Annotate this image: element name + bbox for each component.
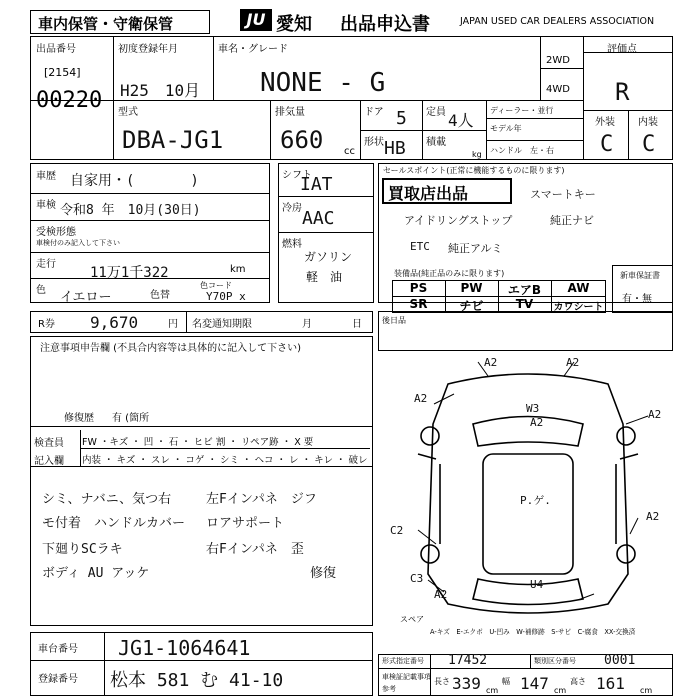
- load-unit: kg: [472, 150, 482, 159]
- damage-mark: P.ゲ.: [520, 494, 551, 507]
- damage-mark: A2: [646, 510, 660, 523]
- sales-point-3: 純正ナビ: [550, 214, 594, 227]
- color-code-label: 色コード: [200, 281, 232, 290]
- name-label: 車名・グレード: [218, 44, 288, 55]
- inspector-label: 検査員: [34, 438, 64, 449]
- name-value: NONE - G: [260, 68, 386, 98]
- chassis-label: 車台番号: [38, 644, 78, 655]
- damage-mark: A2: [566, 356, 580, 369]
- type-value: 17452: [448, 653, 488, 668]
- dims-label: 車検証記載事項: [382, 673, 431, 681]
- fuel-light: 軽 油: [306, 270, 343, 284]
- lot-label: 出品番号: [36, 44, 76, 55]
- damage-legend: A-キズ E-エクボ U-凹み W-補修跡 S-サビ C-腐食 XX-交換済: [430, 628, 636, 636]
- name-change-label: 名変通知期限: [192, 319, 252, 330]
- mileage-value: 11万1千322: [90, 265, 169, 281]
- equip-item: カワシート: [553, 302, 604, 313]
- damage-mark: A2: [434, 588, 448, 601]
- disp-value: 660: [280, 126, 324, 154]
- sales-point-2: アイドリングストップ: [404, 214, 513, 227]
- plate-label: 登録番号: [38, 674, 78, 685]
- chassis-value: JG1-1064641: [118, 636, 251, 660]
- org-name: 愛知: [276, 14, 312, 35]
- height-label: 高さ: [570, 677, 586, 686]
- door-value: 5: [396, 108, 407, 129]
- history-value: 自家用・( ): [70, 173, 199, 189]
- score-value: R: [615, 78, 630, 106]
- equip-item: チビ: [459, 299, 484, 313]
- width-unit: cm: [554, 686, 567, 695]
- color-label: 色: [36, 285, 46, 296]
- damage-mark: A2: [530, 416, 544, 429]
- codes-line-2: 内装 ・ キズ ・ スレ ・ コゲ ・ シミ ・ ヘコ ・ レ ・ キレ ・ 破レ: [82, 455, 368, 466]
- mileage-label: 走行: [36, 259, 56, 270]
- disp-unit: cc: [344, 146, 355, 157]
- warranty-label: 新車保証書: [620, 271, 660, 280]
- codes-line-1: FW ・キズ ・ 凹 ・ 石 ・ ヒビ 割 ・ リペア跡 ・ X 要: [82, 437, 314, 448]
- model-label: 型式: [118, 107, 138, 118]
- mileage-unit: km: [230, 264, 246, 275]
- equip-item: TV: [515, 297, 534, 311]
- sales-point-4: ETC: [410, 240, 430, 253]
- color-value: イエロー: [60, 290, 112, 305]
- spare-label: スペア: [400, 615, 424, 624]
- type-label: 形式指定番号: [382, 657, 424, 665]
- receipt-sub: 車検付のみ記入して下さい: [36, 239, 120, 247]
- r-value: 9,670: [90, 313, 139, 332]
- equip-item: PW: [460, 281, 483, 295]
- reg-label: 初度登録年月: [118, 44, 178, 55]
- damage-mark: A2: [414, 392, 428, 405]
- length-value: 339: [452, 674, 481, 693]
- entry-label: 記入欄: [34, 456, 64, 467]
- r-label: R券: [38, 319, 55, 330]
- notes-title: 注意事項申告欄 (不具合内容等は具体的に記入して下さい): [40, 343, 301, 354]
- history-label: 車歴: [36, 171, 56, 182]
- class-value: 0001: [604, 653, 636, 668]
- note-line: 左Fインパネ ジフ: [206, 492, 317, 507]
- lot-sub: [2154]: [44, 66, 81, 79]
- sales-point-5: 純正アルミ: [448, 242, 503, 255]
- door-label: ドア: [364, 107, 384, 118]
- note-line: 右Fインパネ 歪: [206, 542, 304, 557]
- sales-point-1: スマートキー: [530, 188, 596, 201]
- length-unit: cm: [486, 686, 499, 695]
- cap-label: 定員: [426, 107, 446, 118]
- damage-mark: C2: [390, 524, 404, 537]
- load-label: 積載: [426, 137, 446, 148]
- storage-label: 車内保管・守衛保管: [38, 15, 174, 33]
- lot-number: 00220: [36, 88, 103, 113]
- exterior-value: C: [600, 132, 614, 157]
- later-label: 後日品: [382, 316, 406, 325]
- note-line: モ付着 ハンドルカバー: [42, 516, 186, 531]
- cap-value: 4人: [448, 111, 474, 130]
- disp-label: 排気量: [275, 107, 305, 118]
- equip-item: AW: [567, 281, 590, 295]
- note-line: ロアサポート: [206, 516, 285, 531]
- width-label: 幅: [502, 677, 510, 686]
- reg-value: H25 10月: [120, 81, 201, 100]
- dealer-label: ディーラー・並行: [490, 106, 554, 115]
- ac-value: AAC: [302, 208, 335, 229]
- model-year-label: モデル年: [490, 124, 522, 133]
- ac-label: 冷房: [282, 203, 302, 214]
- repair-value: 有 (箇所: [112, 413, 150, 424]
- equip-item: SR: [409, 297, 428, 311]
- equip-item: エアB: [507, 283, 542, 297]
- equip-item: PS: [409, 281, 428, 295]
- damage-mark: A2: [484, 356, 498, 369]
- warranty-value: 有・無: [622, 294, 652, 305]
- notes-box: [30, 336, 373, 626]
- document-title: 出品申込書: [340, 14, 430, 35]
- drive-2wd: 2WD: [546, 55, 570, 66]
- width-value: 147: [520, 674, 549, 693]
- interior-label: 内装: [638, 117, 658, 128]
- note-line: 修復: [310, 566, 337, 581]
- ju-logo: JU: [240, 9, 272, 31]
- receipt-label: 受検形態: [36, 227, 76, 238]
- note-line: シミ、ナバニ、気つ右: [42, 492, 172, 507]
- shape-value: HB: [384, 138, 406, 159]
- height-value: 161: [596, 674, 625, 693]
- shift-value: IAT: [300, 174, 333, 195]
- note-line: ボディ AU アッケ: [42, 566, 150, 581]
- sales-label: セールスポイント(正常に機能するものに限ります): [383, 166, 565, 175]
- month-label: 月: [302, 319, 312, 330]
- later-box: [378, 311, 673, 351]
- damage-mark: C3: [410, 572, 424, 585]
- association-name: JAPAN USED CAR DEALERS ASSOCIATION: [460, 16, 655, 27]
- model-value: DBA-JG1: [122, 126, 224, 154]
- r-unit: 円: [168, 319, 178, 330]
- score-label: 評価点: [607, 44, 637, 55]
- damage-mark: A2: [648, 408, 662, 421]
- height-unit: cm: [640, 686, 653, 695]
- length-label: 長さ: [434, 677, 450, 686]
- repair-label: 修復歴: [64, 413, 94, 424]
- drive-4wd: 4WD: [546, 84, 570, 95]
- color-change-label: 色替: [150, 290, 170, 301]
- damage-mark: U4: [530, 578, 544, 591]
- day-label: 日: [352, 319, 362, 330]
- ref-label: 参考: [382, 685, 396, 693]
- damage-mark: W3: [526, 402, 540, 415]
- color-code-value: Y70P x: [206, 290, 246, 303]
- handle-label: ハンドル 左・右: [490, 146, 554, 155]
- class-label: 類別区分番号: [534, 657, 576, 665]
- fuel-value: ガソリン: [304, 250, 353, 264]
- shape-label: 形状: [364, 137, 384, 148]
- inspection-label: 車検: [36, 200, 56, 211]
- buyer-stamp-text: 買取店出品: [388, 184, 469, 203]
- plate-value: 松本 581 む 41-10: [110, 670, 284, 691]
- note-line: 下廻りSCラキ: [42, 542, 123, 557]
- interior-value: C: [642, 132, 656, 157]
- shift-label: シフト: [282, 170, 312, 181]
- exterior-label: 外装: [595, 117, 615, 128]
- inspection-value: 令和8 年 10月(30日): [60, 203, 201, 218]
- fuel-label: 燃料: [282, 239, 302, 250]
- equip-label: 装備品(純正品のみに限ります): [394, 269, 505, 278]
